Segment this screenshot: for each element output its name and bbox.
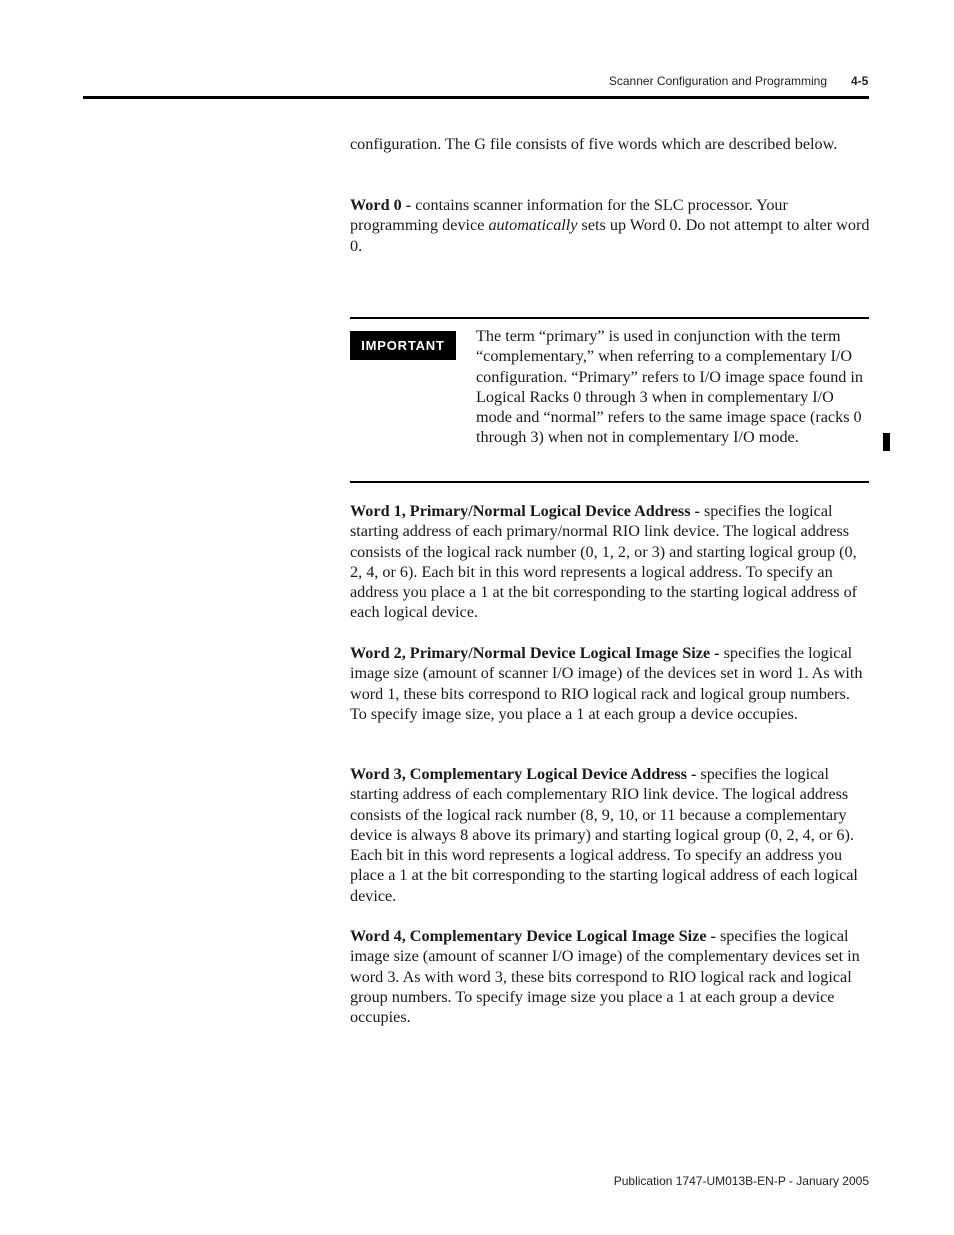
intro-text: configuration. The G file consists of five words which are described below. — [350, 135, 838, 153]
word0-text-before: contains scanner information for the SLC processor. Your programming device — [350, 196, 788, 235]
word0-paragraph — [350, 195, 870, 256]
word0-text-after: sets up Word 0. Do not attempt to alter word 0. — [350, 216, 870, 255]
footer-publication: Publication 1747-UM013B-EN-P - January 2005 — [613, 1174, 869, 1188]
word2-label: Word 2, Primary/Normal Device Logical Image Size - — [350, 644, 720, 662]
header-rule — [83, 96, 869, 99]
important-top-rule — [350, 317, 869, 319]
word1-paragraph — [350, 501, 870, 623]
page-number: 4-5 — [851, 74, 869, 88]
word0-emphasis: automatically — [488, 216, 578, 235]
intro-paragraph — [350, 134, 870, 154]
word3-paragraph — [350, 764, 870, 906]
word3-text: specifies the logical starting address of each complementary RIO link device. The logical address consists of the logical rack number (8, 9, 10, or 11 because a complementary device is always 8 above its primary) and starting logical group (0, 2, 4, or 6). Each bit in this word represents a logical address. To specify an address you place a 1 at the bit corresponding to the starting logical address of each logical device. — [350, 765, 858, 905]
word4-text: specifies the logical image size (amount of scanner I/O image) of the complementary devices set in word 3. As with word 3, these bits correspond to RIO logical rack and logical group numbers. To specify image size you place a 1 at each group a device occupies. — [350, 927, 860, 1027]
word4-paragraph — [350, 926, 870, 1027]
word3-label: Word 3, Complementary Logical Device Address - — [350, 765, 697, 783]
word2-paragraph — [350, 643, 870, 724]
header-section-title: Scanner Configuration and Programming — [608, 74, 827, 88]
word1-text: specifies the logical starting address of each primary/normal RIO link device. The logical address consists of the logical rack number (0, 1, 2, or 3) and starting logical group (0, 2, 4, or 6). Each bit in this word represents a logical address. To specify an address you place a 1 at the bit corresponding to the starting logical address of each logical device. — [350, 502, 858, 622]
important-text: The term “primary” is used in conjunction with the term “complementary,” when referring to a complementary I/O configuration. “Primary” refers to I/O image space found in Logical Racks 0 through 3 when in complementary I/O mode and “normal” refers to the same image space (racks 0 through 3) when not in complementary I/O mode. — [476, 327, 864, 447]
important-bottom-rule — [350, 481, 869, 483]
important-badge: IMPORTANT — [350, 331, 456, 360]
word0-label: Word 0 - — [350, 196, 412, 214]
word1-label: Word 1, Primary/Normal Logical Device Address - — [350, 502, 700, 520]
word2-text: specifies the logical image size (amount of scanner I/O image) of the devices set in word 1. As with word 1, these bits correspond to RIO logical rack and logical group numbers. To specify image size, you place a 1 at each group a device occupies. — [350, 644, 863, 723]
change-bar — [883, 433, 890, 451]
word4-label: Word 4, Complementary Device Logical Image Size - — [350, 927, 716, 945]
